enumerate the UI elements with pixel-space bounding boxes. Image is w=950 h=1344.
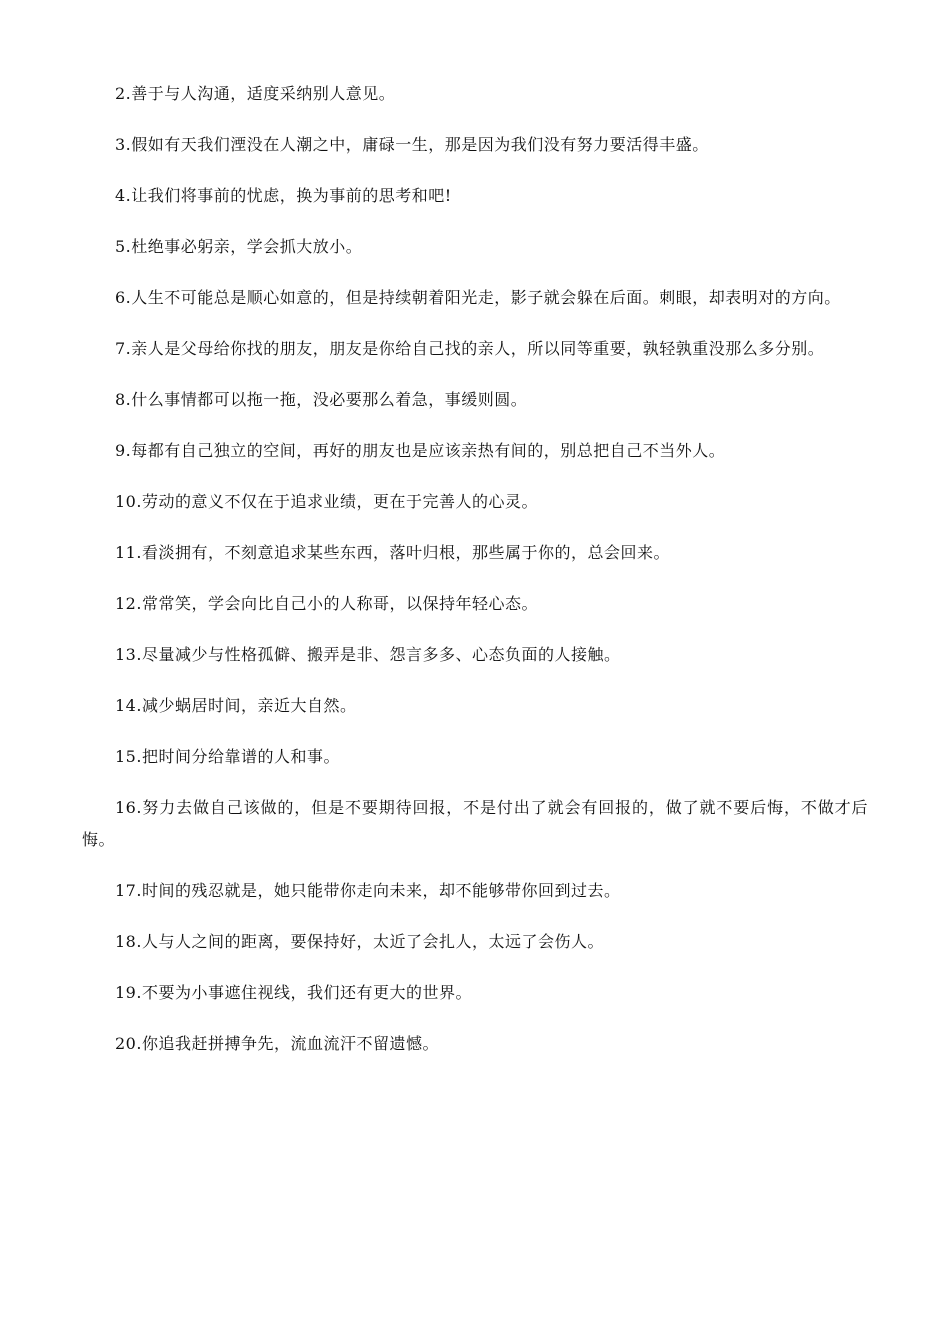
- list-item: 14.减少蜗居时间，亲近大自然。: [115, 696, 357, 715]
- list-item: 5.杜绝事必躬亲，学会抓大放小。: [115, 237, 363, 256]
- document-body: [82, 78, 868, 1079]
- list-item: 17.时间的残忍就是，她只能带你走向未来，却不能够带你回到过去。: [115, 881, 621, 900]
- list-item: 11.看淡拥有，不刻意追求某些东西，落叶归根，那些属于你的，总会回来。: [115, 543, 670, 562]
- list-item: 18.人与人之间的距离，要保持好，太近了会扎人，太远了会伤人。: [115, 932, 604, 951]
- list-item: 3.假如有天我们湮没在人潮之中，庸碌一生，那是因为我们没有努力要活得丰盛。: [115, 135, 709, 154]
- list-item: 13.尽量减少与性格孤僻、搬弄是非、怨言多多、心态负面的人接触。: [115, 645, 621, 664]
- list-item: 20.你追我赶拼搏争先，流血流汗不留遗憾。: [115, 1034, 439, 1053]
- list-item: 12.常常笑，学会向比自己小的人称哥，以保持年轻心态。: [115, 594, 538, 613]
- list-item: 8.什么事情都可以拖一拖，没必要那么着急，事缓则圆。: [115, 390, 528, 409]
- list-item: 16.努力去做自己该做的，但是不要期待回报，不是付出了就会有回报的，做了就不要后悔，不做才后悔。: [82, 798, 868, 849]
- list-item: 7.亲人是父母给你找的朋友，朋友是你给自己找的亲人，所以同等重要，孰轻孰重没那么多分别。: [115, 339, 825, 358]
- list-item: 4.让我们将事前的忧虑，换为事前的思考和吧!: [115, 186, 452, 205]
- list-item: 10.劳动的意义不仅在于追求业绩，更在于完善人的心灵。: [115, 492, 538, 511]
- list-item: 6.人生不可能总是顺心如意的，但是持续朝着阳光走，影子就会躲在后面。刺眼，却表明对的方向。: [115, 288, 841, 307]
- list-item: 2.善于与人沟通，适度采纳别人意见。: [115, 84, 396, 103]
- list-item: 9.每都有自己独立的空间，再好的朋友也是应该亲热有间的，别总把自己不当外人。: [115, 441, 726, 460]
- list-item: 15.把时间分给靠谱的人和事。: [115, 747, 340, 766]
- list-item: 19.不要为小事遮住视线，我们还有更大的世界。: [115, 983, 472, 1002]
